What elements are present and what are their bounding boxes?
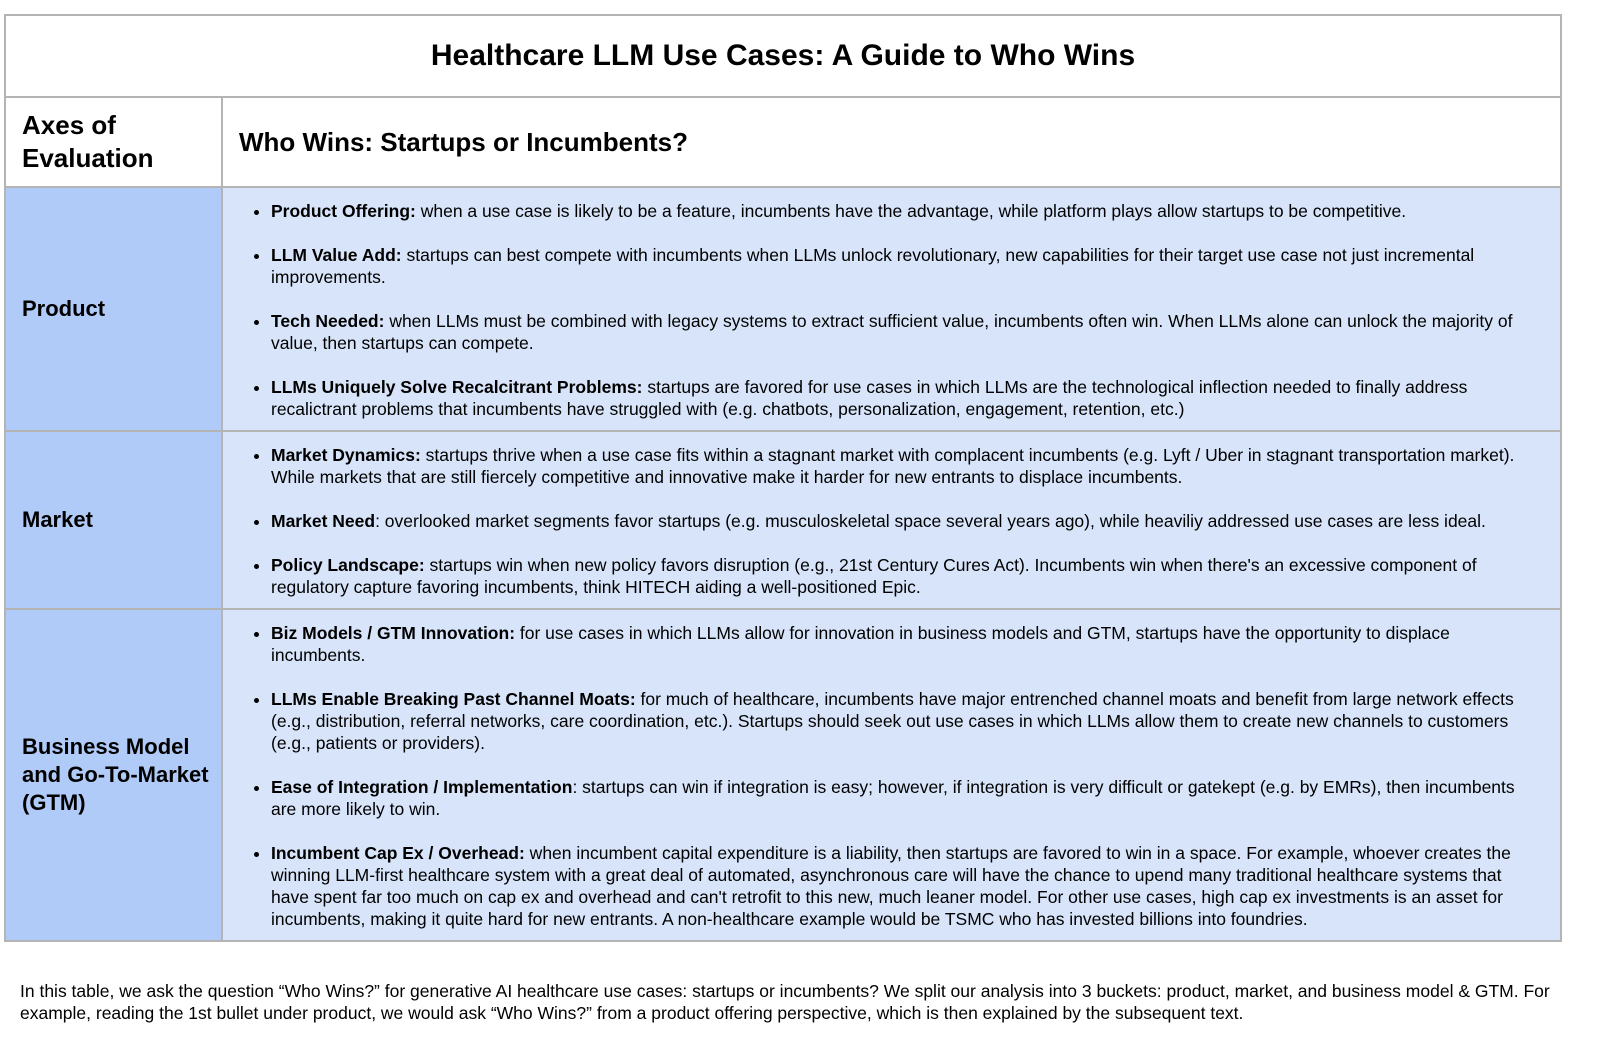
list-item	[271, 842, 1544, 930]
title-row	[5, 15, 1561, 97]
bullet-text: : startups can win if integration is easy; however, if integration is very difficult or gatekept (e.g. by EMRs), then incumbents are more likely to win.	[271, 777, 1515, 819]
bullet-term: Tech Needed:	[271, 311, 385, 331]
list-item	[271, 244, 1544, 288]
bullet-text: startups can best compete with incumbents when LLMs unlock revolutionary, new capabilities for their target use case not just incremental improvements.	[271, 245, 1475, 287]
bullet-list	[247, 200, 1544, 420]
list-item	[271, 622, 1544, 666]
bullet-text: : overlooked market segments favor startups (e.g. musculoskeletal space several years ago), while heaviliy addressed use cases are less ideal.	[375, 511, 1486, 531]
table-row	[5, 609, 1561, 941]
header-row	[5, 97, 1561, 187]
bullet-term: Market Need	[271, 511, 376, 531]
list-item	[271, 200, 1544, 222]
list-item	[271, 776, 1544, 820]
bullet-list	[247, 444, 1544, 598]
bullet-text: startups are favored for use cases in which LLMs are the technological inflection needed to finally address recalictrant problems that incumbents have struggled with (e.g. chatbots, personalization, engagement, retention, etc.)	[271, 377, 1468, 419]
bullet-text: when LLMs must be combined with legacy systems to extract sufficient value, incumbents often win. When LLMs alone can unlock the majority of value, then startups can compete.	[271, 311, 1513, 353]
bullet-term: Product Offering:	[271, 201, 416, 221]
bullet-term: Incumbent Cap Ex / Overhead:	[271, 843, 525, 863]
footnote: In this table, we ask the question “Who Wins?” for generative AI healthcare use cases: startups or incumbents? We split our analysis into 3 buckets: product, market, and business model & GTM. For example, reading the 1st bullet under product, we would ask “Who Wins?” from a product offering perspective, which is then explained by the subsequent text.	[20, 980, 1550, 1023]
who-wins-header: Who Wins: Startups or Incumbents?	[222, 97, 1561, 187]
axes-header: Axes of Evaluation	[5, 97, 222, 187]
axis-label-market: Market	[5, 431, 222, 609]
bullet-term: Market Dynamics:	[271, 445, 421, 465]
bullet-term: Policy Landscape:	[271, 555, 425, 575]
list-item	[271, 376, 1544, 420]
bullet-term: Biz Models / GTM Innovation:	[271, 623, 516, 643]
bullet-term: LLMs Uniquely Solve Recalcitrant Problems:	[271, 377, 643, 397]
bullet-term: Ease of Integration / Implementation	[271, 777, 573, 797]
list-item	[271, 510, 1544, 532]
table-row	[5, 187, 1561, 431]
bullet-text: when a use case is likely to be a feature, incumbents have the advantage, while platform plays allow startups to be competitive.	[415, 201, 1407, 221]
bullet-term: LLMs Enable Breaking Past Channel Moats:	[271, 689, 636, 709]
content-cell-product	[222, 187, 1561, 431]
bullet-text: for much of healthcare, incumbents have major entrenched channel moats and benefit from large network effects (e.g., distribution, referral networks, care coordination, etc.). Startups should seek out use cases in which LLMs allow them to create new channels to customers (e.g., patients or providers).	[271, 689, 1514, 753]
bullet-text: startups win when new policy favors disruption (e.g., 21st Century Cures Act). Incumbents win when there's an excessive component of regulatory capture favoring incumbents, think HITECH aiding a well-positioned Epic.	[271, 555, 1477, 597]
bullet-text: for use cases in which LLMs allow for innovation in business models and GTM, startups have the opportunity to displace incumbents.	[271, 623, 1450, 665]
axis-label-product: Product	[5, 187, 222, 431]
content-cell-business-model	[222, 609, 1561, 941]
table-title: Healthcare LLM Use Cases: A Guide to Who Wins	[5, 15, 1561, 97]
content-cell-market	[222, 431, 1561, 609]
bullet-text: startups thrive when a use case fits within a stagnant market with complacent incumbents (e.g. Lyft / Uber in stagnant transportation market). While markets that are still fiercely competitive and innovative make it harder for new entrants to displace incumbents.	[271, 445, 1515, 487]
list-item	[271, 688, 1544, 754]
list-item	[271, 310, 1544, 354]
bullet-term: LLM Value Add:	[271, 245, 402, 265]
table-row	[5, 431, 1561, 609]
who-wins-table	[4, 14, 1562, 942]
axis-label-business-model: Business Model and Go-To-Market (GTM)	[5, 609, 222, 941]
list-item	[271, 444, 1544, 488]
bullet-list	[247, 622, 1544, 930]
list-item	[271, 554, 1544, 598]
bullet-text: when incumbent capital expenditure is a liability, then startups are favored to win in a space. For example, whoever creates the winning LLM-first healthcare system with a great deal of automated, asynchronous care will have the chance to upend many traditional healthcare systems that have spent far too much on cap ex and overhead and can't retrofit to this new, much leaner model. For other use cases, high cap ex investments is an asset for incumbents, making it quite hard for new entrants. A non-healthcare example would be TSMC who has invested billions into foundries.	[271, 843, 1511, 929]
